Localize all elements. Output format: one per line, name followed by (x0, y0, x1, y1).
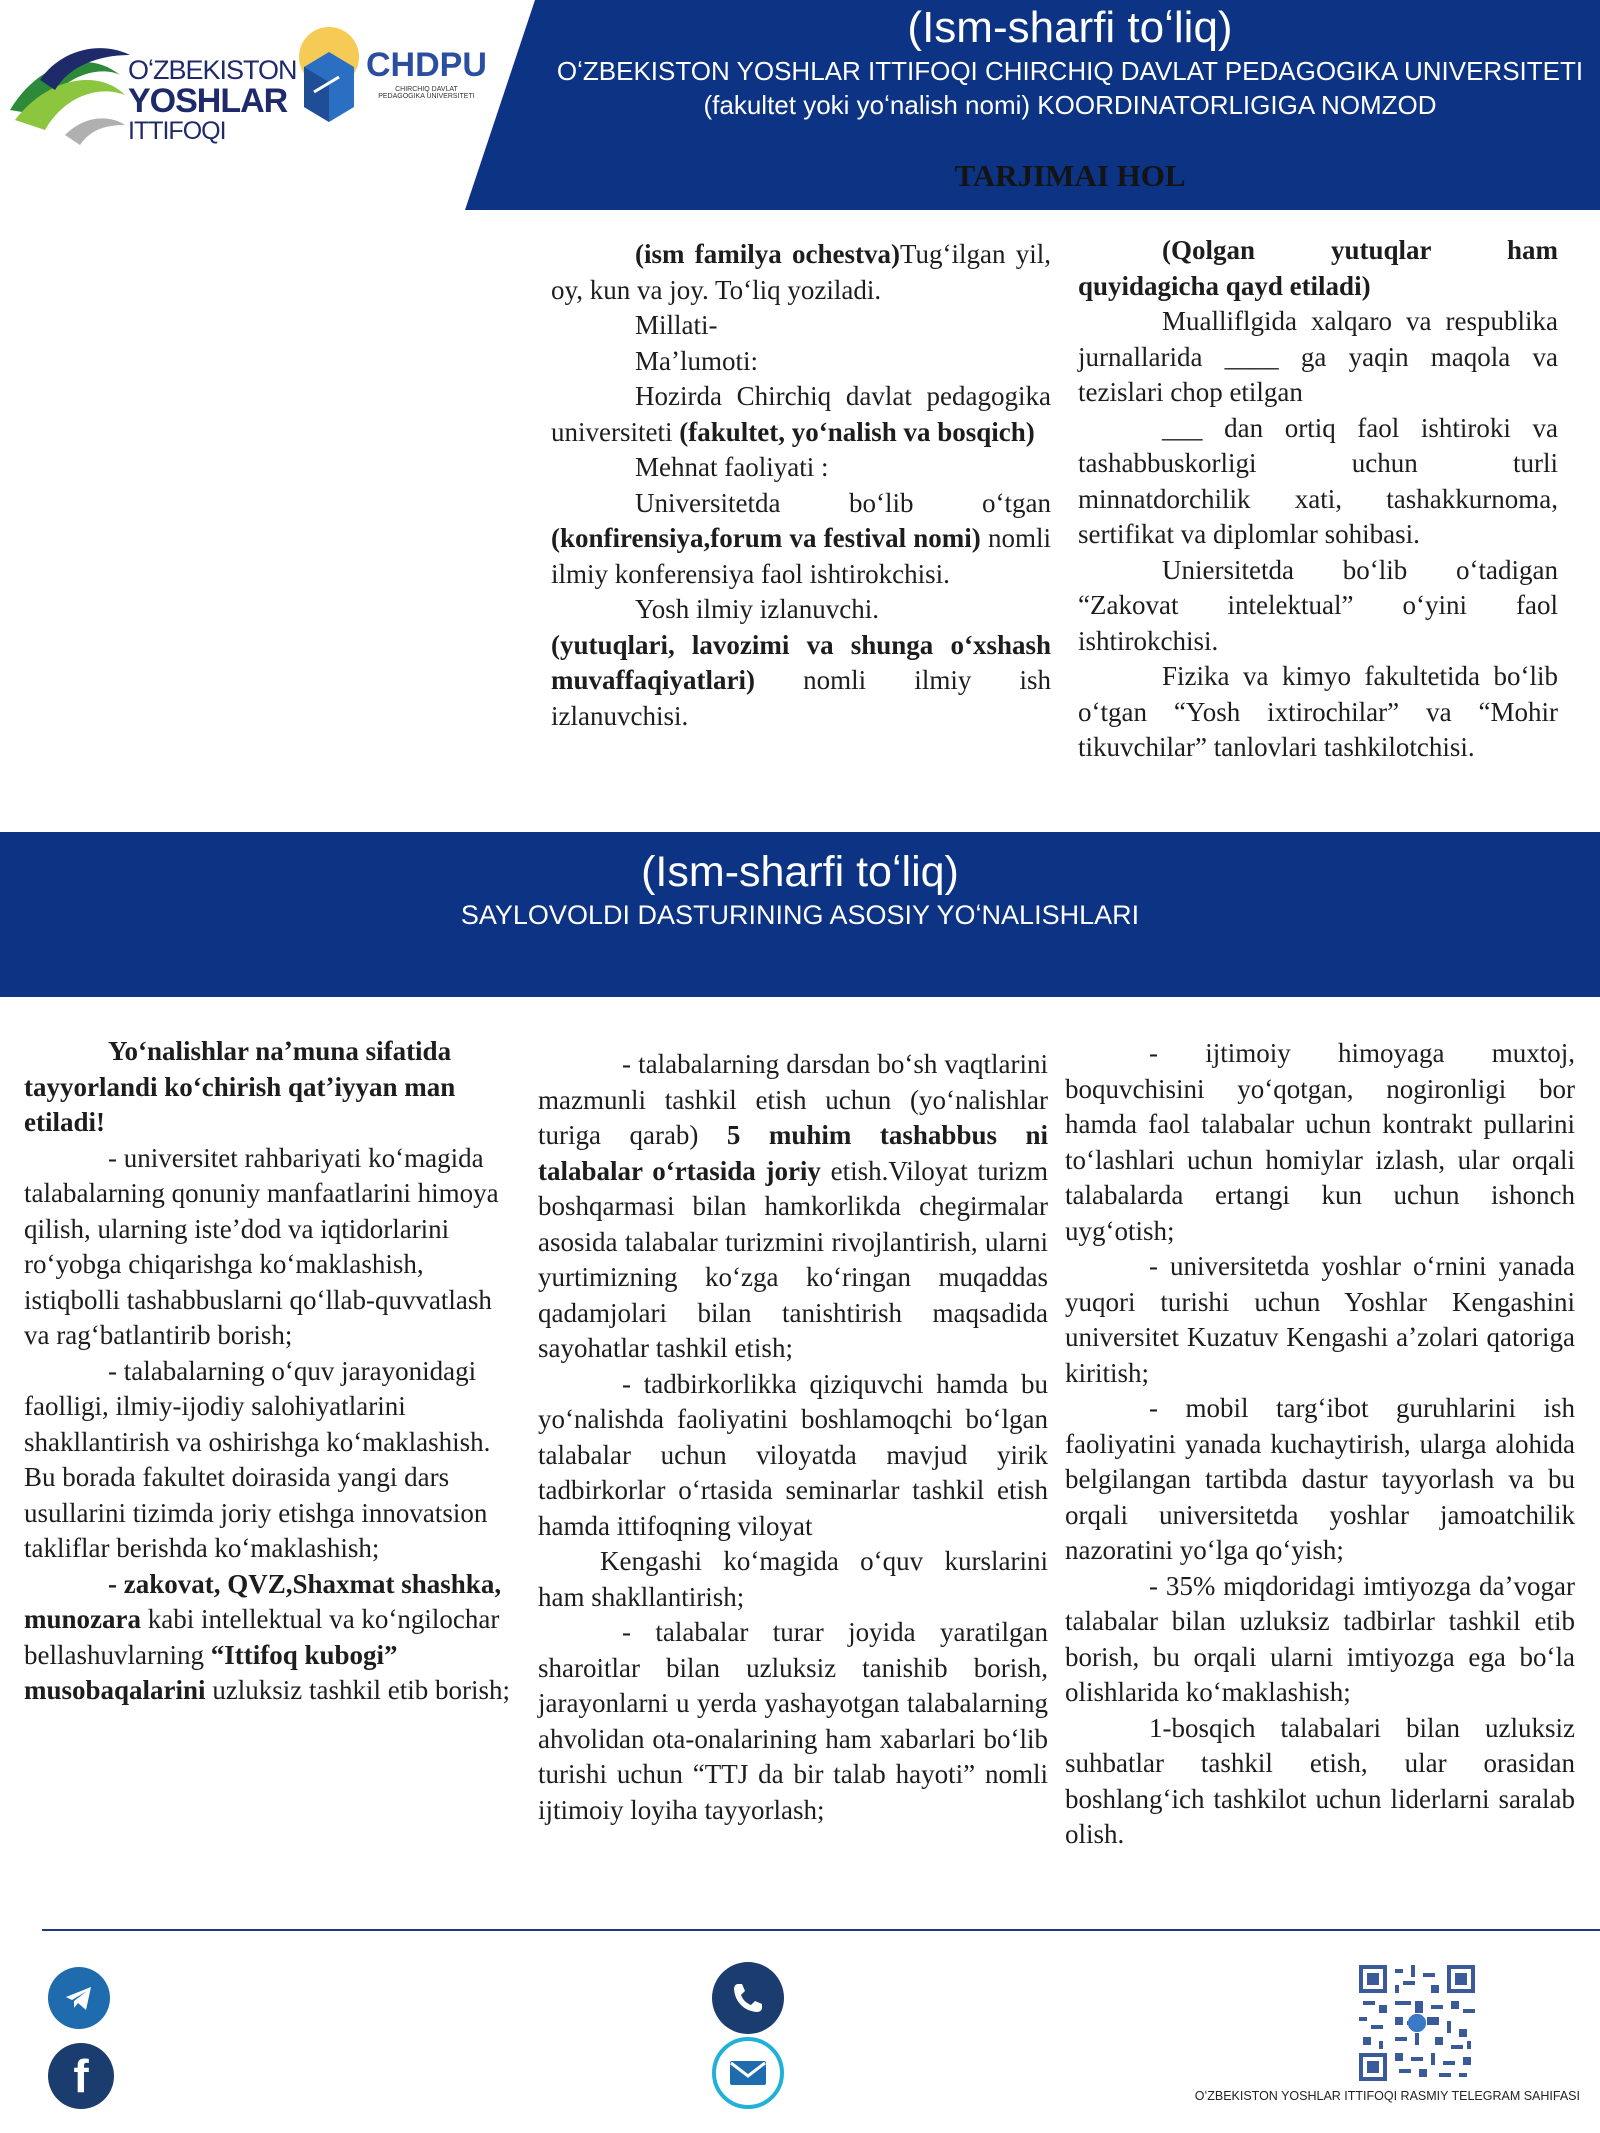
program-item: - talabalar turar joyida yaratilgan sharoitlar bilan uzluksiz tanishib borish, jarayonlarni u yerda yashayotgan talabalarning ahvolidan ota-onalarining ham xabarlari boʻlib turishi uchun “TTJ da bir talab hayoti” nomli ijtimoiy loyiha tayyorlash; (538, 1617, 1048, 1825)
bio-name-placeholder: (ism familya ochestva) (635, 239, 900, 269)
bio-bold-text: (yutuqlari, lavozimi va shunga oʻxshash muvaffaqiyatlari) (551, 629, 1051, 695)
program-candidate-name: (Ism-sharfi toʻliq) (641, 848, 959, 896)
bio-paragraph (551, 628, 1051, 735)
program-text: - talabalarning darsdan boʻsh vaqtlarini mazmunli tashkil etish uchun (yoʻnalishlar turiga qarab) (538, 1049, 1048, 1150)
facebook-icon[interactable]: f (48, 2043, 114, 2109)
program-title: SAYLOVOLDI DASTURINING ASOSIY YOʻNALISHLARI (460, 900, 1140, 930)
phone-icon[interactable] (712, 1962, 784, 2034)
bio-awards: ___ dan ortiq faol ishtiroki va tashabbuskorligi uchun turli minnatdorchilik xati, tashakkurnoma, sertifikat va diplomlar sohibasi. (1078, 412, 1558, 549)
program-text: kabi intellektual va koʻngilochar bellashuvlarning (24, 1604, 500, 1670)
program-item: - universitet rahbariyati koʻmagida talabalarning qonuniy manfaatlarini himoya qilish, ularning isteʼdod va iqtidorlarini roʻyobga chiqarishga koʻmaklashish, istiqbolli tashabbuslarni qoʻllab-quvvatlash va ragʻbatlantirib borish; (24, 1142, 499, 1350)
bio-text: nomli ilmiy konferensiya faol ishtirokchisi. (551, 523, 1051, 589)
program-bold-text: - zakovat, QVZ,Shaxmat shashka, munozara (24, 1568, 502, 1634)
bio-zakovat: Uniersitetda boʻlib oʻtadigan “Zakovat intelektual” oʻyini faol ishtirokchisi. (1078, 554, 1558, 656)
header-line1: OʻZBEKISTON YOSHLAR ITTIFOQI CHIRCHIQ DAVLAT PEDAGOGIKA UNIVERSITETI (556, 56, 1584, 86)
bio-organizer: Fizika va kimyo fakultetida boʻlib oʻtgan “Yosh ixtirochilar” va “Mohir tikuvchilar” tanlovlari tashkilotchisi. (1078, 661, 1558, 762)
logo-area (0, 0, 500, 150)
program-column-1 (24, 1034, 524, 1709)
program-item-continued: Kengashi koʻmagida oʻquv kurslarini ham shakllantirish; (538, 1546, 1048, 1612)
program-item: - tadbirkorlikka qiziquvchi hamda bu yoʻnalishda faoliyatini boshlamoqchi boʻlgan talabalar uchun viloyatda mavjud yirik tadbirkorlar oʻrtasida seminarlar tashkil etish hamda ittifoqning viloyat (538, 1368, 1048, 1541)
program-intro-bold: Yoʻnalishlar naʼmuna sifatida tayyorlandi koʻchirish qatʼiyyan man etiladi! (24, 1036, 456, 1137)
bio-paragraph (551, 486, 1051, 593)
bio-paragraph (551, 379, 1051, 450)
bio-bold-text: (Qolgan yutuqlar ham quyidagicha qayd etiladi) (1078, 235, 1558, 301)
program-item (24, 1567, 524, 1709)
program-item: - mobil targʻibot guruhlarini ish faoliyatini yanada kuchaytirish, ularga alohida belgilangan tartibda dastur tayyorlash va bu orqali universitetda yoshlar jamoatchilik nazoratini yoʻlga qoʻyish; (1065, 1393, 1575, 1565)
header-line2: (fakultet yoki yoʻnalish nomi) KOORDINATORLIGIGA NOMZOD (703, 90, 1437, 120)
bio-work: Mehnat faoliyati : (635, 452, 829, 482)
bio-researcher: Yosh ilmiy izlanuvchi. (635, 594, 880, 624)
bio-left-column (551, 237, 1051, 734)
chdpu-line2: PEDAGOGIKA UNIVERSITETI (378, 93, 475, 100)
bio-text: nomli ilmiy ish izlanuvchisi. (551, 665, 1051, 731)
qr-caption: OʻZBEKISTON YOSHLAR ITTIFOQI RASMIY TELEGRAM SAHIFASI (1194, 2089, 1580, 2103)
bio-right-column (1078, 233, 1558, 766)
program-band (0, 832, 1600, 997)
chdpu-abbr: CHDPU (366, 46, 487, 84)
header-text (540, 0, 1600, 122)
bio-achievements-note (1078, 233, 1558, 304)
telegram-icon[interactable] (48, 1967, 110, 2029)
candidate-name: (Ism-sharfi toʻliq) (907, 3, 1233, 52)
bio-text: Tugʻilgan yil, oy, kun va joy. Toʻliq yoziladi. (551, 239, 1051, 305)
program-bold-text: 5 muhim tashabbus ni talabalar oʻrtasida joriy (538, 1120, 1048, 1186)
program-bold-text: “Ittifoq kubogi” musobaqalarini (24, 1639, 398, 1705)
program-item: 1-bosqich talabalari bilan uzluksiz suhbatlar tashkil etish, ular orasidan boshlangʻich tashkilot uchun liderlarni saralab olish. (1065, 1712, 1575, 1849)
program-item: - ijtimoiy himoyaga muxtoj, boquvchisini yoʻqotgan, nogironligi bor hamda faol talabalar uchun kontrakt pullarini toʻlashlari uchun homiylar izlash, ular orqali talabalarda ertangi kun uchun ishonch uygʻotish; (1065, 1038, 1575, 1246)
logo1-mid: YOSHLAR (128, 82, 288, 120)
bio-bold-text: (fakultet, yoʻnalish va bosqich) (679, 416, 1035, 447)
section-title-tarjimai-hol: TARJIMAI HOL (954, 158, 1186, 193)
logo1-bottom: ITTIFOQI (128, 117, 226, 145)
bio-education: Maʼlumoti: (635, 345, 758, 376)
bio-bold-text: (konfirensiya,forum va festival nomi) (551, 523, 981, 553)
bio-text: Universitetda boʻlib oʻtgan (635, 487, 1051, 518)
chdpu-emblem (294, 22, 364, 122)
program-item (538, 1047, 1048, 1367)
program-item: - 35% miqdoridagi imtiyozga daʼvogar talabalar bilan uzluksiz tadbirlar tashkil etib borish, bu orqali ularni imtiyozga ega boʻla olishlarida koʻmaklashish; (1065, 1570, 1575, 1707)
chdpu-line1: CHIRCHIQ DAVLAT (395, 86, 458, 93)
footer-divider (42, 1929, 1600, 1931)
email-icon[interactable] (712, 2037, 784, 2109)
program-intro (24, 1034, 524, 1141)
program-item: - talabalarning oʻquv jarayonidagi faolligi, ilmiy-ijodiy salohiyatlarini shakllantirish va oshirishga koʻmaklashish. Bu borada fakultet doirasida yangi dars usullarini tizimda joriy etishga innovatsion takliflar berishda koʻmaklashish; (24, 1355, 491, 1563)
bio-publications: Mualliflgida xalqaro va respublika jurnallarida ____ ga yaqin maqola va tezislari chop etilgan (1078, 306, 1558, 407)
program-column-3 (1065, 1036, 1575, 1853)
program-column-2 (538, 1047, 1048, 1828)
qr-code[interactable] (1359, 1965, 1475, 2081)
bio-paragraph (551, 237, 1051, 308)
program-text: etish.Viloyat turizm boshqarmasi bilan hamkorlikda chegirmalar asosida talabalar turizmini rivojlantirish, ularni yurtimizning koʻzga koʻringan muqaddas qadamjolari bilan tanishtirish maqsadida sayohatlar tashkil etish; (538, 1155, 1048, 1363)
bio-nationality: Millati- (635, 310, 718, 340)
bio-text: Hozirda Chirchiq davlat pedagogika universiteti (551, 381, 1051, 447)
program-item: - universitetda yoshlar oʻrnini yanada yuqori turishi uchun Yoshlar Kengashini universitet Kuzatuv Kengashi aʼzolari qatoriga kiritish; (1065, 1251, 1575, 1388)
logo1-top: OʻZBEKISTON (128, 55, 297, 85)
program-text: uzluksiz tashkil etib borish; (205, 1675, 511, 1705)
